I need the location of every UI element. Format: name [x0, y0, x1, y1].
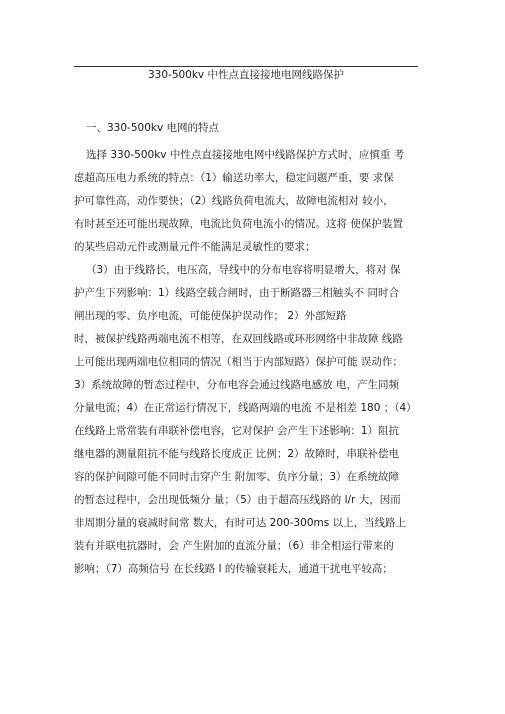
body-line: 护产生下列影响：1）线路空载合闸时，由于断路器三相触头不 同时合	[74, 287, 400, 299]
body-line: 有时甚至还可能出现故障，电流比负荷电流小的情况。这将 使保护装置	[74, 218, 403, 230]
section-heading: 一、330-500kv 电网的特点	[86, 122, 220, 134]
body-line: 闸出现的零、负序电流，可能使保护误动作； 2）外部短路	[74, 310, 347, 322]
body-line: 护可靠性高，动作要快；（2）线路负荷电流大，故障电流相对 较小，	[74, 195, 394, 207]
body-line: 装有并联电抗器时，会 产生附加的直流分量；（6）非全相运行带来的	[74, 540, 394, 552]
body-line: 分量电流；4）在正常运行情况下，线路两端的电流 不是相差 180 ；（4）	[74, 402, 417, 414]
body-line: 影响；（7）高频信号 在长线路 l 的传输衰耗大，通道干扰电平较高；	[74, 563, 393, 575]
body-line: 的暂态过程中，会出现低频分 量；（5）由于超高压线路的 l/r 大，因而	[74, 494, 401, 506]
body-line: 的某些启动元件或测量元件不能满足灵敏性的要求；	[74, 241, 316, 253]
body-line: 在线路上常常装有串联补偿电容，它对保护 会产生下述影响：1）阻抗	[74, 425, 400, 437]
body-line: 时，被保护线路两端电流不相等，在双回线路或环形网络中非故障 线路	[74, 333, 403, 345]
body-line: 选择 330-500kv 中性点直接接地电网中线路保护方式时，应慎重 考	[86, 149, 405, 161]
body-line: 容的保护间隙可能不同时击穿产生 附加零、负序分量；3）在系统故障	[74, 471, 400, 483]
body-line: 继电器的测量阻抗不能与线路长度成正 比例；2）故障时，串联补偿电	[74, 448, 400, 460]
document-title: 330-500kv 中性点直接接地电网线路保护	[147, 69, 344, 81]
body-line: 3）系统故障的暂态过程中，分布电容会通过线路电感放 电，产生同频	[74, 379, 400, 391]
body-line: 非周期分量的衰减时间常 数大，有时可达 200-300ms 以上，当线路上	[74, 517, 407, 529]
body-line: 上可能出现两端电位相同的情况（相当于内部短路）保护可能 误动作；	[74, 356, 403, 368]
body-line: 虑超高压电力系统的特点：（1）输送功率大，稳定问题严重，要 求保	[74, 172, 394, 184]
body-line: （3）由于线路长，电压高，导线中的分布电容将明显增大，将对 保	[86, 264, 401, 276]
header-rule	[74, 66, 418, 67]
